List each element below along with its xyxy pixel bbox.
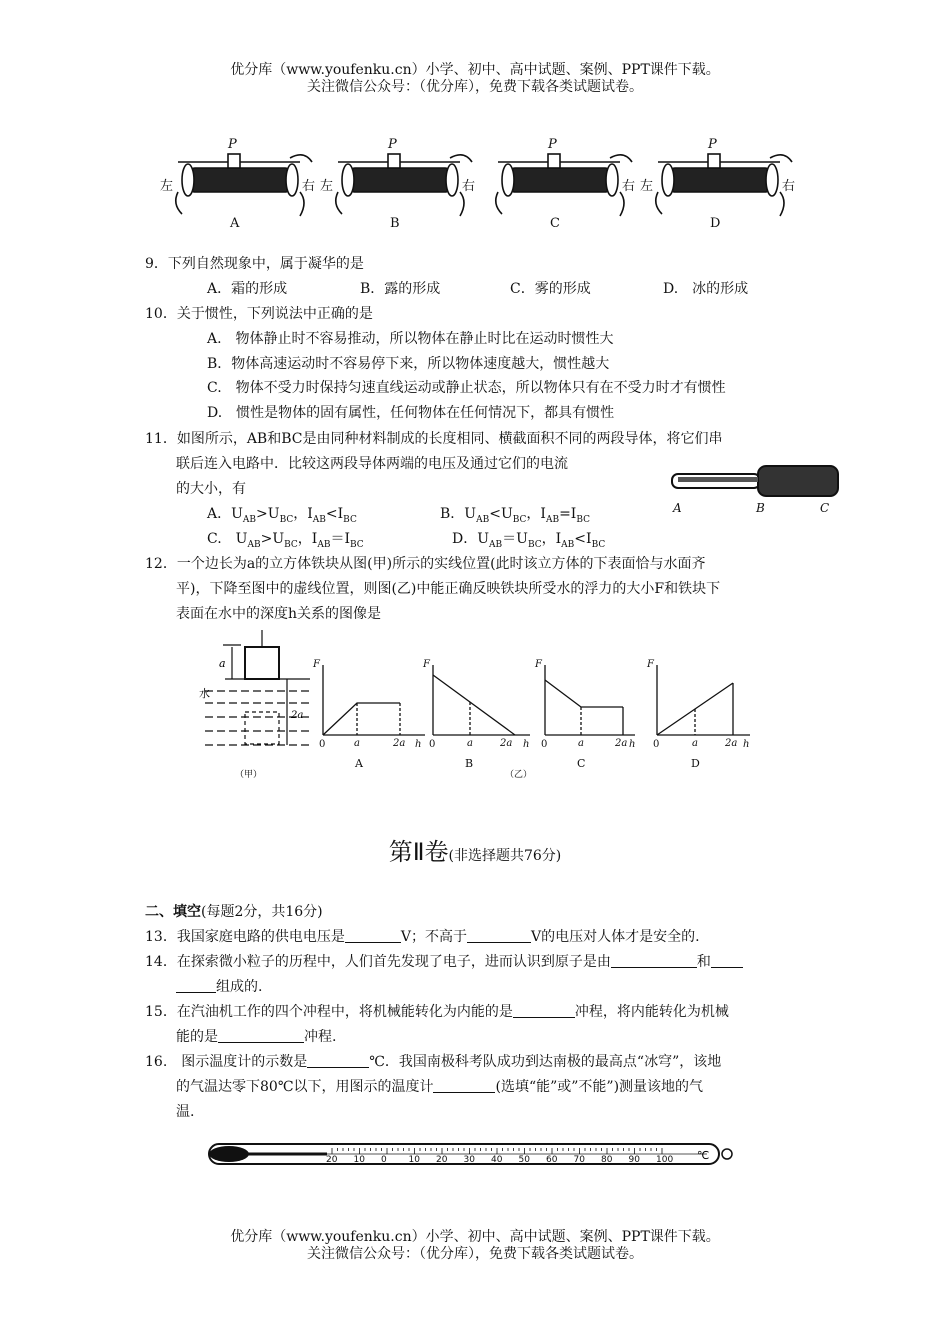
- q15-part-2: 冲程，将内能转化为机械: [574, 1004, 729, 1020]
- graph-d-h: h: [743, 739, 750, 750]
- q14-blank-1[interactable]: [611, 954, 697, 968]
- q16-blank-1[interactable]: [307, 1054, 369, 1068]
- q11-stem-line-2: 联后连入电路中．比较这两段导体两端的电压及通过它们的电流: [176, 456, 568, 472]
- rheostat-b-slider: P: [388, 137, 397, 152]
- thermometer-tick-label: 80: [601, 1155, 613, 1165]
- graph-b-label: B: [465, 757, 474, 770]
- thermometer-tick-label: 20: [326, 1155, 338, 1165]
- q13: [145, 926, 700, 946]
- q9-option-a: A．霜的形成: [207, 281, 288, 297]
- rheostat-d-slider: P: [708, 137, 717, 152]
- q13-part-1: 13．我国家庭电路的供电电压是: [145, 929, 345, 945]
- rheostat-d-right: 右: [782, 179, 796, 194]
- q10-option-c: C. 物体不受力时保持匀速直线运动或静止状态，所以物体只有在不受力时才有惯性: [207, 380, 726, 396]
- rheostat-drawings: [160, 132, 810, 232]
- graph-d-a: a: [692, 738, 698, 749]
- graph-b-origin: 0: [429, 739, 436, 750]
- q16-part-4: (选填“能”或”不能”)测量该地的气: [495, 1079, 704, 1095]
- graph-a-label: A: [355, 757, 363, 770]
- thermometer-tick-label: 20: [436, 1155, 448, 1165]
- q14-line-2: [176, 976, 262, 996]
- rheostat-figure: [160, 132, 810, 232]
- q13-blank-1[interactable]: [345, 929, 401, 943]
- q16-part-1: 16. 图示温度计的示数是: [145, 1054, 308, 1070]
- graph-c-2a: 2a: [615, 738, 628, 749]
- conductor-label-b: B: [756, 501, 765, 515]
- q15-line-2: [176, 1026, 336, 1046]
- q13-part-2: V；不高于: [400, 929, 467, 945]
- graph-c-origin: 0: [541, 739, 548, 750]
- q14-blank-2b[interactable]: [176, 979, 216, 993]
- page-header: [0, 62, 950, 96]
- graph-b-a: a: [467, 738, 473, 749]
- graph-c-label: C: [577, 757, 586, 770]
- thermometer-tick-label: 30: [463, 1155, 475, 1165]
- q14-part-1: 14．在探索微小粒子的历程中，人们首先发现了电子，进而认识到原子是由: [145, 954, 611, 970]
- graph-a-h: h: [415, 739, 422, 750]
- rheostat-a-slider: P: [228, 137, 237, 152]
- thermometer-tick-label: 100: [656, 1155, 674, 1165]
- thermometer-tick-label: 90: [628, 1155, 640, 1165]
- q11-option-b: B．$U_{AB}<U_{BC}$，$I_{AB}=I_{BC}$: [440, 506, 591, 525]
- q15-blank-2[interactable]: [218, 1029, 304, 1043]
- q11-option-a: A．$U_{AB}>U_{BC}$，$I_{AB}<I_{BC}$: [207, 506, 357, 525]
- q14-part-3: 组成的.: [216, 979, 263, 995]
- thermometer-tick-label: 10: [408, 1155, 420, 1165]
- page-footer: [0, 1229, 950, 1263]
- header-line-2: 关注微信公众号：（优分库），免费下载各类试题试卷。: [307, 79, 643, 95]
- q10-stem: 10．关于惯性，下列说法中正确的是: [145, 306, 373, 322]
- rheostat-d-left: 左: [640, 179, 654, 194]
- section2-title-small: (非选择题共76分): [448, 848, 562, 864]
- graph-c-h: h: [629, 739, 636, 750]
- thermometer-tick-label: 70: [573, 1155, 585, 1165]
- section2-heading-note: (每题2分，共16分): [201, 904, 323, 920]
- q15-line-1: [145, 1001, 729, 1021]
- fig-jia-2a: 2a: [291, 710, 304, 721]
- graph-c-a: a: [578, 738, 584, 749]
- q11-stem-line-3: 的大小，有: [176, 481, 246, 497]
- rheostat-c-right: 右: [622, 179, 636, 194]
- q10-option-b: B．物体高速运动时不容易停下来，所以物体速度越大，惯性越大: [207, 356, 610, 372]
- rheostat-a-left: 左: [160, 179, 174, 194]
- q11-option-d: D．$U_{AB}=U_{BC}$，$I_{AB}<I_{BC}$: [452, 531, 606, 550]
- section2-title-big: 第Ⅱ卷: [388, 838, 449, 866]
- rheostat-b-left: 左: [320, 179, 334, 194]
- rheostat-a-label: A: [230, 216, 240, 231]
- q9-option-d: D. 冰的形成: [663, 281, 749, 297]
- thermometer-tick-label: 0: [381, 1155, 387, 1165]
- rheostat-b-label: B: [390, 216, 400, 231]
- q16-part-2: ℃．我国南极科考队成功到达南极的最高点“冰穹”，该地: [369, 1054, 722, 1070]
- footer-line-2: 关注微信公众号：（优分库），免费下载各类试题试卷。: [307, 1246, 643, 1262]
- graph-a-2a: 2a: [393, 738, 406, 749]
- q14-part-2: 和: [696, 954, 711, 970]
- rheostat-a-right: 右: [302, 179, 316, 194]
- q13-blank-2[interactable]: [467, 929, 531, 943]
- graph-a-a: a: [354, 738, 360, 749]
- q10-option-a: A. 物体静止时不容易推动，所以物体在静止时比在运动时惯性大: [207, 331, 614, 347]
- thermometer-tick-label: 10: [353, 1155, 365, 1165]
- thermometer-tick-label: 40: [491, 1155, 503, 1165]
- graph-c-f: F: [535, 659, 542, 670]
- section2-title: [0, 832, 950, 867]
- q16-blank-2[interactable]: [433, 1079, 495, 1093]
- graph-a-origin: 0: [319, 739, 326, 750]
- fig-jia-water: 水: [199, 687, 210, 700]
- q14-blank-2a[interactable]: [711, 954, 743, 968]
- graph-a-f: F: [313, 659, 320, 670]
- q11-stem-line-1: 11．如图所示，AB和BC是由同种材料制成的长度相同、横截面积不同的两段导体，将它们串: [145, 431, 723, 447]
- q12-stem-line-2: 平)，下降至图中的虚线位置，则图(乙)中能正确反映铁块所受水的浮力的大小F和铁块下: [176, 581, 721, 597]
- graph-d-f: F: [647, 659, 654, 670]
- q16-line-1: [145, 1051, 721, 1071]
- q9-stem: 9．下列自然现象中，属于凝华的是: [145, 256, 364, 272]
- q16-line-3: 温.: [176, 1104, 195, 1120]
- q16-part-3: 的气温达零下80℃以下，用图示的温度计: [176, 1079, 434, 1095]
- fig-jia-a: a: [219, 657, 226, 670]
- thermometer: [207, 1140, 737, 1170]
- thermometer-drawing: [207, 1140, 737, 1170]
- graph-d-label: D: [691, 757, 700, 770]
- q11-conductor-figure: [668, 460, 848, 520]
- rheostat-d-label: D: [710, 216, 721, 231]
- q12-stem-line-1: 12．一个边长为a的立方体铁块从图(甲)所示的实线位置(此时该立方体的下表面恰与水面齐: [145, 556, 706, 572]
- graph-d-origin: 0: [653, 739, 660, 750]
- q15-blank-1[interactable]: [513, 1004, 575, 1018]
- q9-option-b: B．露的形成: [360, 281, 441, 297]
- conductor-drawing: [668, 460, 848, 520]
- header-line-1: 优分库（www.youfenku.cn）小学、初中、高中试题、案例、PPT课件下载。: [230, 62, 720, 78]
- q16-line-2: [176, 1076, 703, 1096]
- graph-b-h: h: [523, 739, 530, 750]
- thermometer-tick-label: 60: [546, 1155, 558, 1165]
- conductor-label-c: C: [820, 501, 830, 515]
- footer-line-1: 优分库（www.youfenku.cn）小学、初中、高中试题、案例、PPT课件下载。: [230, 1229, 720, 1245]
- conductor-label-a: A: [673, 501, 682, 515]
- graph-b-2a: 2a: [500, 738, 513, 749]
- rheostat-c-slider: P: [548, 137, 557, 152]
- thermometer-unit: ℃: [697, 1149, 710, 1162]
- q11-option-c: C. $U_{AB}>U_{BC}$，$I_{AB}=I_{BC}$: [207, 531, 364, 550]
- rheostat-c-label: C: [550, 216, 560, 231]
- q15-part-4: 冲程.: [304, 1029, 337, 1045]
- q12-figure: [195, 625, 765, 790]
- section2-heading: [145, 901, 323, 921]
- fig-yi-caption: （乙）: [505, 770, 533, 780]
- q15-part-1: 15．在汽油机工作的四个冲程中，将机械能转化为内能的是: [145, 1004, 513, 1020]
- graph-d-2a: 2a: [725, 738, 738, 749]
- q12-stem-line-3: 表面在水中的深度h关系的图像是: [176, 606, 382, 622]
- q9-option-c: C．雾的形成: [510, 281, 591, 297]
- rheostat-b-right: 右: [462, 179, 476, 194]
- q14-line-1: [145, 951, 743, 971]
- q13-part-3: V的电压对人体才是安全的.: [530, 929, 700, 945]
- q12-figure-svg: [195, 625, 765, 790]
- section2-heading-main: 二、填空: [145, 904, 201, 920]
- thermometer-tick-label: 50: [518, 1155, 530, 1165]
- graph-b-f: F: [423, 659, 430, 670]
- fig-jia-caption: （甲）: [235, 770, 263, 780]
- q15-part-3: 能的是: [176, 1029, 218, 1045]
- q10-option-d: D. 惯性是物体的固有属性，任何物体在任何情况下，都具有惯性: [207, 405, 615, 421]
